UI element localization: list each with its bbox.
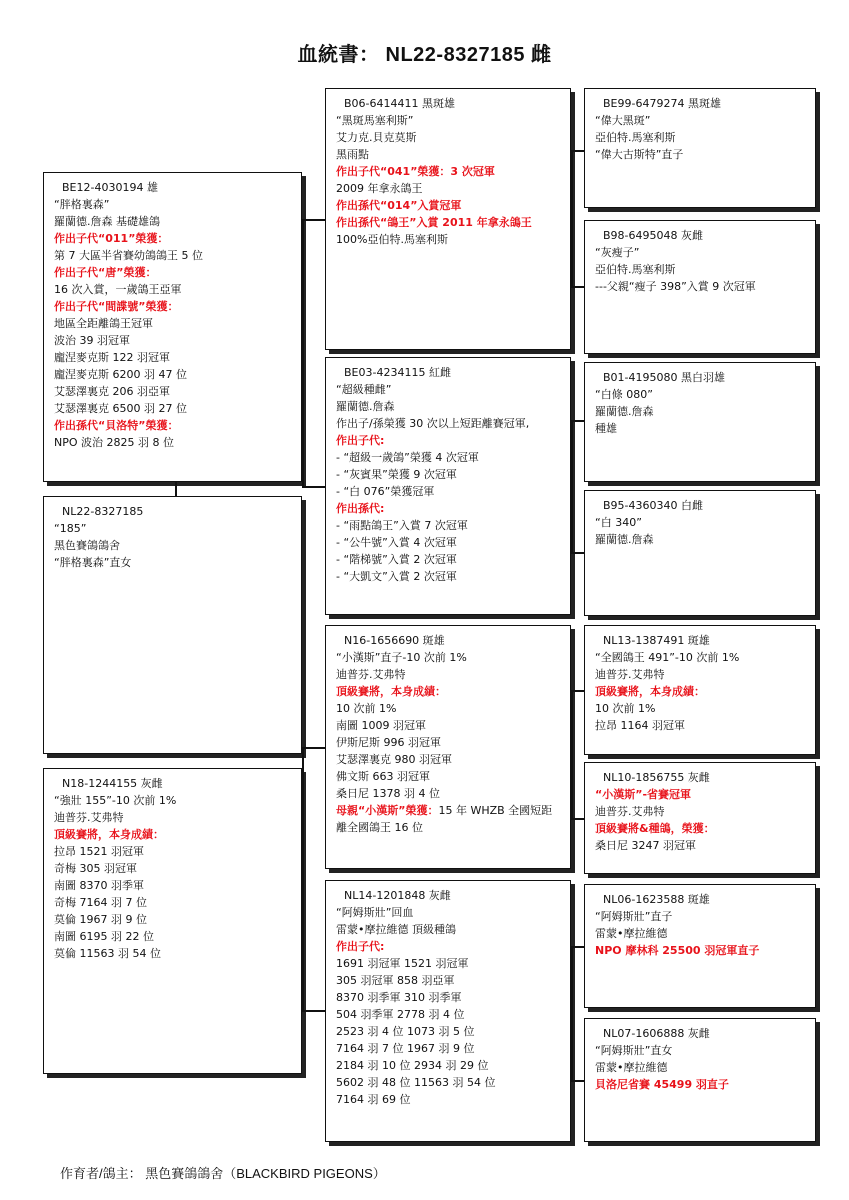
card-line: “小漢斯”-省賽冠軍 — [595, 788, 692, 801]
connector-line — [571, 420, 573, 552]
breeder-footer: 作育者/鴿主： 黑色賽鴿鴿舍（BLACKBIRD PIGEONS） — [60, 1166, 386, 1181]
connector-line — [571, 420, 584, 422]
card-line: ---父親“瘦子 398”入賞 9 次冠軍 — [595, 280, 756, 293]
card-line: “偉大古斯特”直子 — [595, 148, 684, 161]
ring-number: BE12-4030194 雄 — [62, 181, 158, 194]
card-line: 拉昂 1164 羽冠軍 — [595, 719, 685, 732]
ring-number: NL14-1201848 灰雌 — [344, 889, 451, 902]
card-line: 頂級賽將，本身成績： — [336, 685, 446, 698]
connector-line — [571, 946, 573, 1080]
card-line: 作出子代“唐”榮獲： — [54, 266, 157, 279]
connector-line — [302, 747, 304, 1011]
card-line: 龐涅麥克斯 6200 羽 47 位 — [54, 368, 187, 381]
card-line — [336, 802, 562, 836]
card-line: 亞伯特.馬塞利斯 — [595, 131, 676, 144]
connector-line — [571, 286, 584, 288]
card-line: 莫倫 1967 羽 9 位 — [54, 913, 147, 926]
card-line: 桑日尼 1378 羽 4 位 — [336, 787, 440, 800]
card-line: 艾瑟澤裏克 206 羽亞軍 — [54, 385, 170, 398]
connector-line — [571, 818, 584, 820]
card-line: - “雨點鴿王”入賞 7 次冠軍 — [336, 519, 468, 532]
card-line: 黑雨點 — [336, 148, 369, 161]
ring-number: BE03-4234115 紅雌 — [344, 366, 451, 379]
card-line: “小漢斯”直子-10 次前 1% — [336, 651, 467, 664]
card-line: 8370 羽季軍 310 羽季軍 — [336, 991, 462, 1004]
card-line: 頂級賽將&種鴿，榮獲： — [595, 822, 715, 835]
card-line: 作出子代“011”榮獲： — [54, 232, 169, 245]
card-line: 作出子代“041”榮獲：3 次冠軍 — [336, 165, 495, 178]
card-line: 莫倫 11563 羽 54 位 — [54, 947, 161, 960]
card-line: 佛文斯 663 羽冠軍 — [336, 770, 430, 783]
dam-sire-sire-card — [584, 625, 816, 755]
card-line: 拉昂 1521 羽冠軍 — [54, 845, 144, 858]
card-line: “185” — [54, 522, 87, 535]
card-line: “胖格裏森” — [54, 198, 110, 211]
card-line: 波治 39 羽冠軍 — [54, 334, 130, 347]
card-line: 2009 年拿永鴿王 — [336, 182, 423, 195]
card-line: 雷蒙•摩拉維德 — [595, 927, 668, 940]
sire-dam-sire-card — [584, 362, 816, 482]
card-line: - “白 076”榮獲冠軍 — [336, 485, 435, 498]
ring-number: N18-1244155 灰雌 — [62, 777, 163, 790]
card-line: 作出子代“間諜號”榮獲： — [54, 300, 179, 313]
ring-number: NL22-8327185 — [62, 505, 144, 518]
connector-line — [571, 1080, 584, 1082]
ring-number: B98-6495048 灰雌 — [603, 229, 703, 242]
card-line: 艾瑟澤裏克 6500 羽 27 位 — [54, 402, 187, 415]
card-line: “超級種雌” — [336, 383, 392, 396]
connector-line — [175, 482, 177, 496]
card-line: 雷蒙•摩拉維德 — [595, 1061, 668, 1074]
card-line: 7164 羽 7 位 1967 羽 9 位 — [336, 1042, 475, 1055]
card-line: 黑色賽鴿鴿舍 — [54, 539, 120, 552]
card-line: 迪普芬.艾弗特 — [54, 811, 124, 824]
card-line: 羅蘭德.詹森 — [336, 400, 395, 413]
ring-number: B06-6414411 黑斑雄 — [344, 97, 455, 110]
card-line: “胖格裏森”直女 — [54, 556, 132, 569]
ring-number: BE99-6479274 黑斑雄 — [603, 97, 721, 110]
card-line: 作出子代: — [336, 940, 385, 953]
sire-card — [43, 172, 302, 482]
ring-number: NL13-1387491 斑雄 — [603, 634, 710, 647]
card-line: “黑斑馬塞利斯” — [336, 114, 414, 127]
connector-line — [302, 219, 304, 486]
card-line: 伊斯尼斯 996 羽冠軍 — [336, 736, 441, 749]
card-line: 南圖 8370 羽季軍 — [54, 879, 144, 892]
card-line: 羅蘭德.詹森 — [595, 533, 654, 546]
card-line: 16 次入賞，一歲鴿王亞軍 — [54, 283, 182, 296]
card-line: 羅蘭德.詹森 — [595, 405, 654, 418]
connector-line — [302, 219, 325, 221]
connector-line — [571, 552, 584, 554]
subject-card — [43, 496, 302, 754]
ring-number: NL07-1606888 灰雌 — [603, 1027, 710, 1040]
card-line: 奇梅 305 羽冠軍 — [54, 862, 137, 875]
card-line: 305 羽冠軍 858 羽亞軍 — [336, 974, 455, 987]
card-line: 迪普芬.艾弗特 — [336, 668, 406, 681]
card-line: “白條 080” — [595, 388, 653, 401]
card-line: “強壯 155”-10 次前 1% — [54, 794, 177, 807]
sire-sire-dam-card — [584, 220, 816, 354]
card-line: “灰瘦子” — [595, 246, 640, 259]
dam-sire-card — [325, 625, 571, 869]
card-line: 第 7 大區半省賽幼鴿鴿王 5 位 — [54, 249, 203, 262]
card-line: 7164 羽 69 位 — [336, 1093, 411, 1106]
dam-card — [43, 768, 302, 1074]
sire-dam-card — [325, 357, 571, 615]
page-title: 血統書： NL22-8327185 雌 — [297, 44, 552, 66]
sire-sire-sire-card — [584, 88, 816, 208]
card-line: 作出孫代: — [336, 502, 385, 515]
card-line: 種雄 — [595, 422, 617, 435]
card-line: 作出孫代“鴿王”入賞 2011 年拿永鴿王 — [336, 216, 532, 229]
card-line-tail: 15 年 WHZB 全國短距離全國鴿王 16 位 — [336, 804, 553, 834]
card-line: 羅蘭德.詹森 基礎雄鴿 — [54, 215, 160, 228]
card-line: 奇梅 7164 羽 7 位 — [54, 896, 147, 909]
card-line: 10 次前 1% — [595, 702, 656, 715]
card-line: 龐涅麥克斯 122 羽冠軍 — [54, 351, 170, 364]
connector-line — [302, 747, 325, 749]
card-line: 2184 羽 10 位 2934 羽 29 位 — [336, 1059, 489, 1072]
card-line: “阿姆斯壯”直子 — [595, 910, 673, 923]
card-line: 桑日尼 3247 羽冠軍 — [595, 839, 696, 852]
connector-line — [571, 690, 584, 692]
card-line: NPO 波治 2825 羽 8 位 — [54, 436, 174, 449]
card-line: 100%亞伯特.馬塞利斯 — [336, 233, 448, 246]
connector-line — [571, 150, 573, 286]
ring-number: N16-1656690 斑雄 — [344, 634, 445, 647]
card-line: 亞伯特.馬塞利斯 — [595, 263, 676, 276]
connector-line — [571, 946, 584, 948]
card-line: 頂級賽將，本身成績： — [54, 828, 164, 841]
card-line: - “公牛號”入賞 4 次冠軍 — [336, 536, 457, 549]
connector-line — [571, 150, 584, 152]
dam-sire-dam-card — [584, 762, 816, 874]
connector-line — [302, 1010, 325, 1012]
connector-line — [302, 486, 325, 488]
card-line: 迪普芬.艾弗特 — [595, 805, 665, 818]
card-line: 迪普芬.艾弗特 — [595, 668, 665, 681]
card-line: “白 340” — [595, 516, 642, 529]
dam-dam-sire-card — [584, 884, 816, 1008]
sire-dam-dam-card — [584, 490, 816, 616]
ring-number: B01-4195080 黑白羽雄 — [603, 371, 725, 384]
dam-dam-dam-card — [584, 1018, 816, 1142]
card-line: - “大凱文”入賞 2 次冠軍 — [336, 570, 457, 583]
card-line: 2523 羽 4 位 1073 羽 5 位 — [336, 1025, 475, 1038]
card-line: 1691 羽冠軍 1521 羽冠軍 — [336, 957, 469, 970]
card-line-lead: 母親“小漢斯”榮獲： — [336, 804, 439, 817]
card-line: 頂級賽將，本身成績： — [595, 685, 705, 698]
dam-dam-card — [325, 880, 571, 1142]
card-line: 作出孫代“014”入賞冠軍 — [336, 199, 462, 212]
card-line: 10 次前 1% — [336, 702, 397, 715]
sire-sire-card — [325, 88, 571, 350]
card-line: - “灰賓果”榮獲 9 次冠軍 — [336, 468, 457, 481]
card-line: 艾力克.貝克莫斯 — [336, 131, 417, 144]
card-line: 作出孫代“貝洛特”榮獲： — [54, 419, 179, 432]
card-line: 作出子代: — [336, 434, 385, 447]
card-line: 南圖 6195 羽 22 位 — [54, 930, 154, 943]
card-line: 作出子/孫榮獲 30 次以上短距離賽冠軍, — [336, 417, 530, 430]
card-line: “阿姆斯壯”回血 — [336, 906, 414, 919]
card-line: “偉大黑斑” — [595, 114, 651, 127]
card-line: - “超級一歲鴿”榮獲 4 次冠軍 — [336, 451, 479, 464]
ring-number: NL10-1856755 灰雌 — [603, 771, 710, 784]
card-line: - “階梯號”入賞 2 次冠軍 — [336, 553, 457, 566]
card-line: 5602 羽 48 位 11563 羽 54 位 — [336, 1076, 496, 1089]
card-line: 地區全距離鴿王冠軍 — [54, 317, 153, 330]
card-line: NPO 摩林科 25500 羽冠軍直子 — [595, 944, 760, 957]
card-line: 貝洛尼省賽 45499 羽直子 — [595, 1078, 729, 1091]
card-line: 504 羽季軍 2778 羽 4 位 — [336, 1008, 465, 1021]
connector-line — [571, 690, 573, 818]
card-line: 艾瑟澤裏克 980 羽冠軍 — [336, 753, 452, 766]
ring-number: B95-4360340 白雌 — [603, 499, 703, 512]
card-line: 南圖 1009 羽冠軍 — [336, 719, 426, 732]
card-line: “全國鴿王 491”-10 次前 1% — [595, 651, 740, 664]
card-line: 雷蒙•摩拉維德 頂級種鴿 — [336, 923, 456, 936]
card-line: “阿姆斯壯”直女 — [595, 1044, 673, 1057]
ring-number: NL06-1623588 斑雄 — [603, 893, 710, 906]
